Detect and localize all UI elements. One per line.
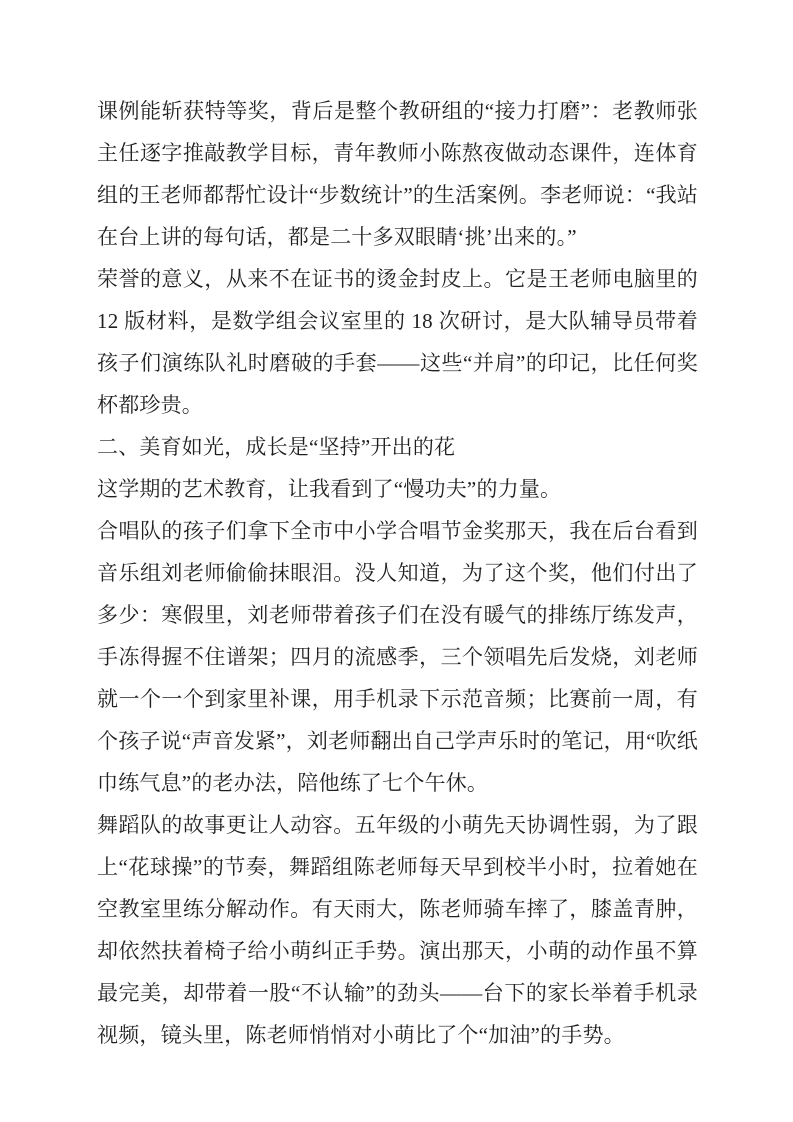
paragraph-teaching-polish: 课例能斩获特等奖，背后是整个教研组的“接力打磨”：老教师张主任逐字推敲教学目标，青年教师小陈熬夜做动态课件，连体育组的王老师都帮忙设计“步数统计”的生活案例。李老师说：“我站在台上讲的每句话，都是二十多双眼睛‘挑’出来的。” xyxy=(97,99,698,249)
document-body xyxy=(97,90,698,1056)
paragraph-honor-meaning: 荣誉的意义，从来不在证书的烫金封皮上。它是王老师电脑里的 12 版材料，是数学组会议室里的 18 次研讨，是大队辅导员带着孩子们演练队礼时磨破的手套——这些“并肩”的印记，比任何奖杯都珍贵。 xyxy=(97,267,698,417)
paragraph-dance-story: 舞蹈队的故事更让人动容。五年级的小萌先天协调性弱，为了跟上“花球操”的节奏，舞蹈组陈老师每天早到校半小时，拉着她在空教室里练分解动作。有天雨大，陈老师骑车摔了，膝盖青肿，却依然扶着椅子给小萌纠正手势。演出那天，小萌的动作虽不算最完美，却带着一股“不认输”的劲头——台下的家长举着手机录视频，镜头里，陈老师悄悄对小萌比了个“加油”的手势。 xyxy=(97,813,698,1047)
paragraph-slow-work-intro: 这学期的艺术教育，让我看到了“慢功夫”的力量。 xyxy=(97,477,562,501)
paragraph-choir-story: 合唱队的孩子们拿下全市中小学合唱节金奖那天，我在后台看到音乐组刘老师偷偷抹眼泪。没人知道，为了这个奖，他们付出了多少：寒假里，刘老师带着孩子们在没有暖气的排练厅练发声，手冻得握不住谱架；四月的流感季，三个领唱先后发烧，刘老师就一个一个到家里补课，用手机录下示范音频；比赛前一周，有个孩子说“声音发紧”，刘老师翻出自己学声乐时的笔记，用“吹纸巾练气息”的老办法，陪他练了七个午休。 xyxy=(97,519,698,795)
section-heading-aesthetic-education: 二、美育如光，成长是“坚持”开出的花 xyxy=(97,435,456,459)
